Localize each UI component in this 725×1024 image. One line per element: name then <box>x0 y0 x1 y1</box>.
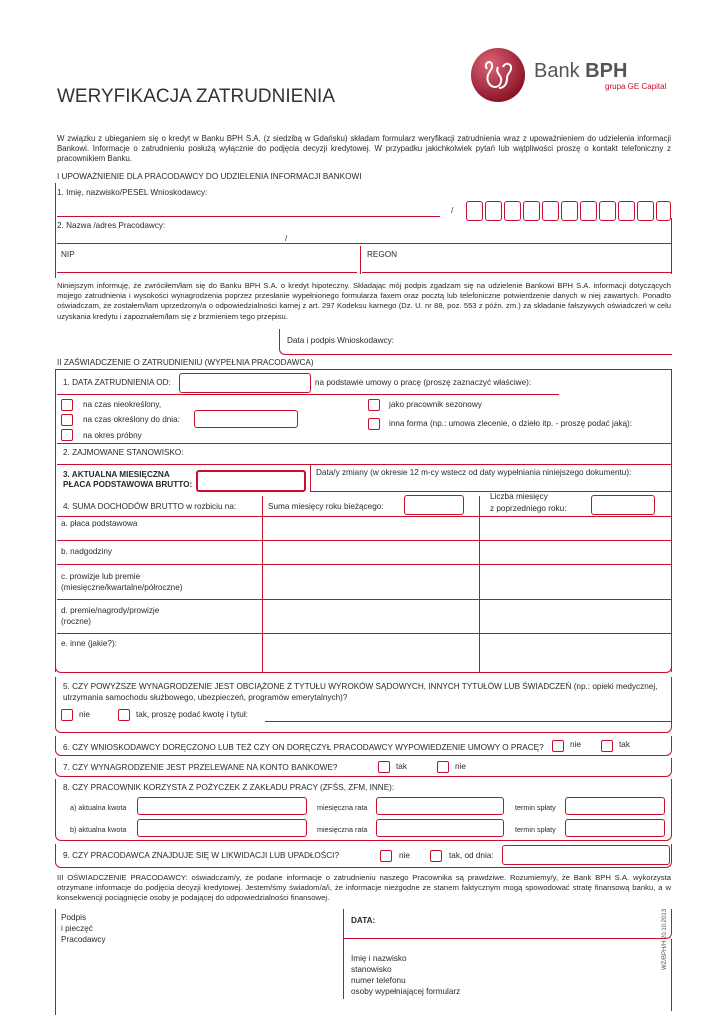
base-salary-label-2: PŁACA PODSTAWOWA BRUTTO: <box>63 480 193 489</box>
loan-a-term-label: termin spłaty <box>515 803 556 812</box>
loan-b-amount-label: b) aktualna kwota <box>70 825 127 834</box>
regon-right-border <box>671 246 672 274</box>
seasonal-label: jako pracownik sezonowy <box>389 400 482 409</box>
employer-line-1 <box>57 243 672 244</box>
income-row-line-4 <box>57 633 672 634</box>
employer-statement: III OŚWIADCZENIE PRACODAWCY: oświadczam/y, że podane informacje o zatrudnieniu naszego Pracownika są prawdziwe. Rozumiemy/y, że Bank BPH S.A. wykorzysta otrzymane informacje do podjęcia decyzji kredytowej. Jestem/śmy świadom/a/i, że informacje niezgodne ze stanem faktycznym mogą spowodować stratę finansową banku, a w konsekwencji pociągnięcie osoby je podającej do odpowiedzialności finansowej. <box>57 873 671 902</box>
slash-1: / <box>451 206 454 215</box>
nip-divider <box>360 246 361 274</box>
salary-burden-question-1: 5. CZY POWYŻSZE WYNAGRODZENIE JEST OBCIĄŻONE Z TYTUŁU WYROKÓW SĄDOWYCH, INNYCH TYTUŁÓW LUB ŚWIADCZEŃ (np.: opieki medycznej, <box>63 682 658 691</box>
filler-phone-label: numer telefonu <box>351 976 406 985</box>
employment-date-input[interactable] <box>179 373 311 393</box>
contract-basis-label: na podstawie umowy o pracę (proszę zaznaczyć właściwe): <box>315 378 532 387</box>
position-line <box>57 464 672 465</box>
contract-options-bottom-line <box>57 443 672 444</box>
liquidation-yes-label: tak, od dnia: <box>449 851 494 860</box>
date-field[interactable] <box>343 909 672 939</box>
income-row-overtime: b. nadgodziny <box>61 547 112 556</box>
applicant-name-label: 1. Imię, nazwisko/PESEL Wnioskodawcy: <box>57 188 208 197</box>
salary-burden-yes-label: tak, proszę podać kwotę i tytuł: <box>136 710 248 719</box>
change-dates-left <box>310 465 311 492</box>
date-label: DATA: <box>351 916 376 925</box>
probation-label: na okres próbny <box>83 431 142 440</box>
bank-transfer-question: 7. CZY WYNAGRODZENIE JEST PRZELEWANE NA KONTO BANKOWE? <box>63 763 338 772</box>
filler-right-border <box>671 939 672 1011</box>
regon-label: REGON <box>367 250 398 259</box>
employer-signature-label-1: Podpis <box>61 913 87 922</box>
loan-a-rate-label: miesięczna rata <box>317 803 368 812</box>
declaration-text: Niniejszym informuję, że zwróciłem/łam się do Banku BPH S.A. o kredyt hipoteczny. Składając mój podpis zgadzam się na udzielenie Bankowi BPH S.A. informacji dotyczących mojego zatrudnienia i wysokości wynagrodzenia poprzez przesłanie wypełnionego formularza faxem oraz pocztą lub telefoniczne potwierdzenie danych w niej zawartych. Ponadto oświadczam, że zostałem/łam uprzedzony/a o odpowiedzialności karnej z art. 297 Kodeksu karnego (Dz. U. nr 88, poz. 553 z późn. zm.) za składanie fałszywych oświadczeń w celu uzyskania kredytu i zapoznałem/łam się z brzmieniem tego przepisu. <box>57 281 671 321</box>
regon-line <box>362 272 672 273</box>
income-row-bonuses-note: (roczne) <box>61 617 92 626</box>
previous-year-months-label-2: z poprzedniego roku: <box>490 504 567 513</box>
income-row-commissions-note: (miesięczne/kwartalne/półroczne) <box>61 583 183 592</box>
loan-a-amount-label: a) aktualna kwota <box>70 803 127 812</box>
income-row-line-0 <box>57 516 672 517</box>
section-1-right-border <box>671 218 672 246</box>
filler-name-label: Imię i nazwisko <box>351 954 407 963</box>
employer-signature-field[interactable] <box>55 909 343 1015</box>
fixed-term-checkbox[interactable] <box>61 414 73 426</box>
notice-yes-label: tak <box>619 740 630 749</box>
current-year-months-label: Suma miesięcy roku bieżącego: <box>268 502 384 511</box>
nip-line <box>57 272 357 273</box>
fixed-term-label: na czas określony do dnia: <box>83 415 180 424</box>
brand-tagline: grupa GE Capital <box>605 82 667 91</box>
section-2-right-border <box>671 369 672 672</box>
probation-checkbox[interactable] <box>61 429 73 441</box>
other-form-label: inna forma (np.: umowa zlecenie, o dzieło itp. - proszę podać jaką): <box>389 419 633 428</box>
filler-caption: osoby wypełniającej formularz <box>351 987 461 996</box>
previous-year-months-label-1: Liczba miesięcy <box>490 492 548 501</box>
income-table-bottom <box>55 640 672 673</box>
current-year-months-input[interactable] <box>404 495 464 515</box>
applicant-name-line <box>57 216 440 217</box>
section-2-left-border <box>55 369 56 672</box>
liquidation-no-label: nie <box>399 851 410 860</box>
employer-signature-label-2: i pieczęć <box>61 924 93 933</box>
salary-burden-question-2: utrzymania samochodu służbowego, ubezpieczeń, programów emerytalnych)? <box>63 693 348 702</box>
page-title: WERYFIKACJA ZATRUDNIENIA <box>57 86 335 107</box>
base-salary-input[interactable] <box>196 470 306 492</box>
base-salary-label-1: 3. AKTUALNA MIESIĘCZNA <box>63 470 170 479</box>
position-label: 2. ZAJMOWANE STANOWISKO: <box>63 448 184 457</box>
intro-text: W związku z ubieganiem się o kredyt w Banku BPH S.A. (z siedzibą w Gdańsku) składam formularz weryfikacji zatrudnienia wraz z upoważnieniem do udzielenia informacji Bankowi. Informacje o zatrudnieniu posłużą wyłącznie do podjęcia decyzji kredytowej. W przypadku jakichkolwiek pytań lub wątpliwości proszę o kontakt telefoniczny z pracownikiem Banku. <box>57 134 671 163</box>
section-1-left-border <box>55 218 56 278</box>
contract-basis-underline <box>57 394 559 395</box>
section-1-heading: I UPOWAŻNIENIE DLA PRACODAWCY DO UDZIELENIA INFORMACJI BANKOWI <box>57 172 362 181</box>
brand-name-bold: BPH <box>585 60 628 82</box>
brand-name: Bank <box>534 60 580 82</box>
employer-name-label: 2. Nazwa /adres Pracodawcy: <box>57 221 166 230</box>
income-row-line-2 <box>57 564 672 565</box>
salary-burden-no-label: nie <box>79 710 90 719</box>
fixed-term-date-input[interactable] <box>194 410 298 428</box>
notice-question: 6. CZY WNIOSKODAWCY DORĘCZONO LUB TEŻ CZY ON DORĘCZYŁ PRACODAWCY WYPOWIEDZENIE UMOWY O PRACĘ? <box>63 743 544 752</box>
nip-label: NIP <box>61 250 75 259</box>
filler-position-label: stanowisko <box>351 965 392 974</box>
salary-burden-detail-line <box>265 721 672 722</box>
loan-b-term-label: termin spłaty <box>515 825 556 834</box>
notice-no-label: nie <box>570 740 581 749</box>
bank-transfer-yes-label: tak <box>396 762 407 771</box>
logo-emblem-icon <box>470 47 526 103</box>
income-row-commissions: c. prowizje lub premie <box>61 572 141 581</box>
income-row-base-pay: a. płaca podstawowa <box>61 519 138 528</box>
applicant-signature-field[interactable] <box>279 329 672 355</box>
bank-logo <box>470 47 680 107</box>
seasonal-checkbox[interactable] <box>368 399 380 411</box>
section-2-top-line <box>55 369 672 370</box>
previous-year-months-input[interactable] <box>591 495 655 515</box>
section-2-heading: II ZAŚWIADCZENIE O ZATRUDNIENIU (WYPEŁNIA PRACODAWCA) <box>57 358 314 367</box>
indefinite-contract-checkbox[interactable] <box>61 399 73 411</box>
salary-burden-frame <box>55 677 672 733</box>
pesel-boxes[interactable] <box>466 201 671 222</box>
income-row-line-3 <box>57 599 672 600</box>
bank-transfer-frame <box>55 758 672 777</box>
income-row-bonuses: d. premie/nagrody/prowizje <box>61 606 160 615</box>
applicant-signature-label: Data i podpis Wnioskodawcy: <box>287 336 394 345</box>
slash-2: / <box>285 234 288 243</box>
employer-signature-label-3: Pracodawcy <box>61 935 106 944</box>
form-code: WZ/BPH/H 20.10.2013 <box>662 908 668 970</box>
employment-date-label: 1. DATA ZATRUDNIENIA OD: <box>63 378 171 387</box>
income-sum-label: 4. SUMA DOCHODÓW BRUTTO w rozbiciu na: <box>63 502 237 511</box>
loans-frame <box>55 779 672 841</box>
liquidation-frame <box>55 844 672 868</box>
loan-b-rate-label: miesięczna rata <box>317 825 368 834</box>
income-row-line-1 <box>57 540 672 541</box>
liquidation-question: 9. CZY PRACODAWCA ZNAJDUJE SIĘ W LIKWIDACJI LUB UPADŁOŚCI? <box>63 851 339 860</box>
bank-transfer-no-label: nie <box>455 762 466 771</box>
change-dates-label: Data/y zmiany (w okresie 12 m-cy wstecz od daty wypełniania niniejszego dokumentu): <box>316 468 632 477</box>
indefinite-contract-label: na czas nieokreślony, <box>83 400 162 409</box>
other-form-checkbox[interactable] <box>368 418 380 430</box>
loans-question: 8. CZY PRACOWNIK KORZYSTA Z POŻYCZEK Z ZAKŁADU PRACY (ZFŚS, ZFM, INNE): <box>63 783 395 792</box>
filler-details-field[interactable] <box>343 939 672 999</box>
notice-frame <box>55 736 672 756</box>
income-row-other: e. inne (jakie?): <box>61 639 117 648</box>
